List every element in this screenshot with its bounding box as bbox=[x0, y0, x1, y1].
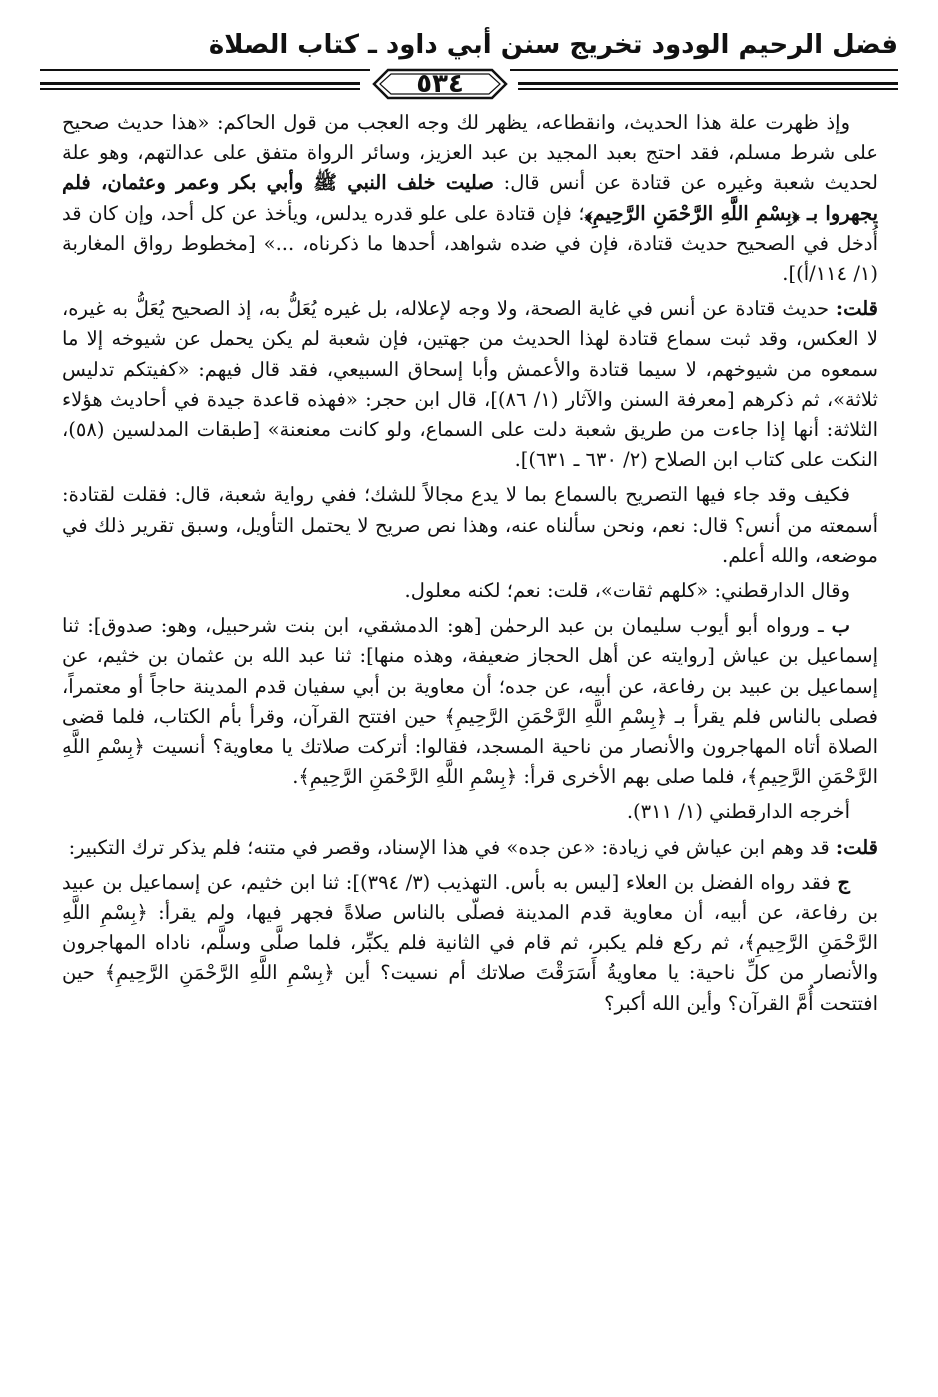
paragraph-text: وقال الدارقطني: «كلهم ثقات»، قلت: نعم؛ لكنه معلول. bbox=[404, 579, 850, 603]
paragraph-text: ـ ورواه أبو أيوب سليمان بن عبد الرحمٰن [هو: الدمشقي، ابن بنت شرحبيل، وهو: صدوق]: ثنا إسماعيل بن عياش [روايته عن أهل الحجاز ضعيفة، وهذه منها]: ثنا عبد الله بن عثمان بن خثيم، عن إسماعيل بن عبيد بن رفاعة، عن أبيه، عن جده؛ أن معاوية بن أبي سفيان قدم المدينة حاجاً أو معتمراً، فصلى بالناس فلم يقرأ بـ ﴿بِسْمِ اللَّهِ الرَّحْمَنِ الرَّحِيمِ﴾ حين افتتح القرآن، وقرأ بأم الكتاب، فلما قضى الصلاة أتاه المهاجرون والأنصار من ناحية المسجد، فقالوا: أتركت صلاتك يا معاوية؟ أنسيت ﴿بِسْمِ اللَّهِ الرَّحْمَنِ الرَّحِيمِ﴾، فلما صلى بهم الأخرى قرأ: ﴿بِسْمِ اللَّهِ الرَّحْمَنِ الرَّحِيمِ﴾. bbox=[62, 614, 878, 789]
paragraph-text: أخرجه الدارقطني (١/ ٣١١). bbox=[626, 800, 850, 824]
paragraph-ba bbox=[62, 611, 878, 792]
paragraph-text: ؛ فإن قتادة على علو قدره يدلس، ويأخذ عن كل أحد، وإن كان قد أُدخل في الصحيح حديث قتادة، فإن في ضده شواهد، أحدها ما ذكرناه، ...» [مخطوط رواق المغاربة (١/ ١١٤/أ)]. bbox=[62, 201, 878, 286]
paragraph-lead: ب bbox=[831, 614, 850, 638]
paragraph-lead: ج bbox=[837, 870, 850, 894]
paragraph-text: حديث قتادة عن أنس في غاية الصحة، ولا وجه لإعلاله، بل غيره يُعَلُّ به، إذ الصحيح يُعَلُّ به غيره، لا العكس، وقد ثبت سماع قتادة لهذا الحديث من جهتين، فإن شعبة لم يكن يحمل عن شيوخه إلا ما سمعوه من شيوخهم، لا سيما قتادة والأعمش وأبا إسحاق السبيعي، فقد قال فيهم: «كفيتكم تدليس ثلاثة»، ثم ذكرهم [معرفة السنن والآثار (١/ ٨٦)]، قال ابن حجر: «فهذه قاعدة جيدة في أحاديث هؤلاء الثلاثة: أنها إذا جاءت من طريق شعبة دلت على السماع، ولو كانت معنعنة» [طبقات المدلسين (٥٨)، النكت على كتاب ابن الصلاح (٢/ ٦٣٠ ـ ٦٣١)]. bbox=[62, 297, 878, 472]
paragraph-jim bbox=[62, 868, 878, 1019]
header-double-rule-left-lower bbox=[40, 88, 360, 90]
running-title: فضل الرحيم الودود تخريج سنن أبي داود ـ كتاب الصلاة bbox=[208, 30, 898, 60]
header-double-rule-right-lower bbox=[518, 88, 898, 90]
paragraph-lead: قلت: bbox=[835, 835, 878, 859]
header-double-rule-right bbox=[518, 82, 898, 85]
header-double-rule-left bbox=[40, 82, 360, 85]
hadith-text-bold: صليت خلف النبي ﷺ وأبي بكر وعمر وعثمان، فلم يجهروا بـ ﴿بِسْمِ اللَّهِ الرَّحْمَنِ الرَّحِيمِ﴾ bbox=[62, 171, 878, 225]
paragraph-daraqutni bbox=[62, 576, 878, 606]
page-body bbox=[62, 108, 878, 1024]
paragraph-hakim-quote bbox=[62, 108, 878, 289]
paragraph-text: فقد رواه الفضل بن العلاء [ليس به بأس. التهذيب (٣/ ٣٩٤)]: ثنا ابن خثيم، عن إسماعيل بن عبيد بن رفاعة، عن أبيه، أن معاوية قدم المدينة فصلّى بالناس صلاةً فجهر فيها، ولم يقرأ: ﴿بِسْمِ اللَّهِ الرَّحْمَنِ الرَّحِيمِ﴾، ثم ركع فلم يكبر، ثم قام في الثانية فلم يكبِّر، فلما صلَّى وسلَّم، ناداه المهاجرون والأنصار من كلِّ ناحية: يا معاويةُ أَسَرَقْتَ صلاتك أم نسيت؟ أين ﴿بِسْمِ اللَّهِ الرَّحْمَنِ الرَّحِيمِ﴾ حين افتتحت أُمَّ القرآن؟ وأين الله أكبر؟ bbox=[62, 870, 878, 1015]
page-header bbox=[40, 22, 898, 99]
paragraph-qultu-1 bbox=[62, 294, 878, 475]
paragraph-lead: قلت: bbox=[835, 297, 878, 321]
paragraph-text: وإذ ظهرت علة هذا الحديث، وانقطاعه، يظهر لك وجه العجب من قول الحاكم: «هذا حديث صحيح على شرط مسلم، فقد احتج بعبد المجيد بن عبد العزيز، وسائر الرواة متفق على عدالتهم، وهو علة لحديث شعبة وغيره عن قتادة عن أنس قال: bbox=[62, 111, 878, 195]
paragraph-shuba bbox=[62, 480, 878, 571]
page-number-frame bbox=[370, 66, 510, 102]
paragraph-text: فكيف وقد جاء فيها التصريح بالسماع بما لا يدع مجالاً للشك؛ ففي رواية شعبة، قال: فقلت لقتادة: أسمعته من أنس؟ قال: نعم، ونحن سألناه عنه، وهذا نص صريح لا يحتمل التأويل، وسبق تقرير ذلك في موضعه، والله أعلم. bbox=[62, 483, 878, 567]
paragraph-text: قد وهم ابن عياش في زيادة: «عن جده» في هذا الإسناد، وقصر في متنه؛ فلم يذكر ترك التكبير: bbox=[68, 835, 836, 859]
page-number: ٥٣٤ bbox=[416, 69, 464, 99]
paragraph-qultu-2 bbox=[62, 833, 878, 863]
paragraph-takhrij bbox=[62, 797, 878, 827]
